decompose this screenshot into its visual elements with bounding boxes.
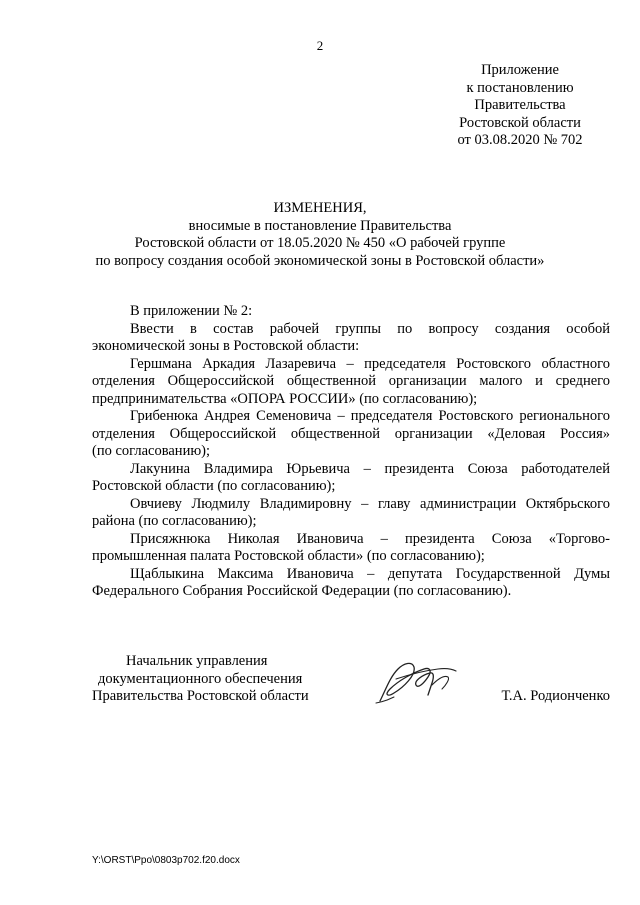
body-line: Ростовской области (по согласованию); [92, 478, 336, 494]
document-body [92, 303, 610, 601]
title-line: по вопросу создания особой экономической зоны в Ростовской области» [95, 252, 545, 269]
body-line: отделения Общероссийской общественной организации малого и среднего [92, 373, 610, 389]
signatory-name: Т.А. Родионченко [501, 688, 610, 704]
page-number: 2 [316, 38, 324, 53]
appendix-line: Правительства [474, 97, 566, 113]
body-line: Присяжнюка Николая Ивановича – президента Союза «Торгово- [130, 530, 610, 547]
position-line: Правительства Ростовской области [92, 688, 309, 704]
title-line: Ростовской области от 18.05.2020 № 450 «О рабочей группе [134, 235, 506, 251]
body-line: отделения Общероссийской общественной организации «Деловая Россия» [92, 425, 610, 442]
appendix-line: к постановлению [466, 79, 574, 96]
body-line: экономической зоны в Ростовской области: [92, 338, 360, 354]
handwritten-signature [368, 655, 463, 707]
body-line: Лакунина Владимира Юрьевича – президента Союза работодателей [130, 460, 610, 477]
appendix-block [430, 62, 610, 150]
body-line: района (по согласованию); [92, 513, 257, 529]
appendix-line: Приложение [481, 62, 559, 78]
body-line: предпринимательства «ОПОРА РОССИИ» (по согласованию); [92, 390, 478, 407]
appendix-line: Ростовской области [459, 114, 581, 131]
body-line: Ввести в состав рабочей группы по вопросу создания особой [130, 320, 610, 337]
title-heading: ИЗМЕНЕНИЯ, [273, 200, 367, 216]
body-line: (по согласованию); [92, 443, 211, 459]
body-line: В приложении № 2: [130, 303, 253, 319]
title-line: вносимые в постановление Правительства [188, 217, 452, 234]
file-path: Y:\ORST\Ppo\0803p702.f20.docx [92, 855, 240, 866]
body-line: Гершмана Аркадия Лазаревича – председателя Ростовского областного [130, 355, 610, 372]
position-line: документационного обеспечения [98, 670, 303, 687]
position-line: Начальник управления [126, 653, 268, 669]
body-line: Федерального Собрания Российской Федерации (по согласованию). [92, 583, 512, 599]
signatory-position [92, 653, 309, 706]
body-line: Щаблыкина Максима Ивановича – депутата Государственной Думы [130, 565, 610, 582]
appendix-line: от 03.08.2020 № 702 [457, 132, 583, 148]
body-line: промышленная палата Ростовской области» (по согласованию); [92, 548, 485, 564]
body-line: Овчиеву Людмилу Владимировну – главу администрации Октябрьского [130, 495, 610, 512]
body-line: Грибенюка Андрея Семеновича – председателя Ростовского регионального [130, 408, 610, 424]
document-title [0, 200, 640, 270]
